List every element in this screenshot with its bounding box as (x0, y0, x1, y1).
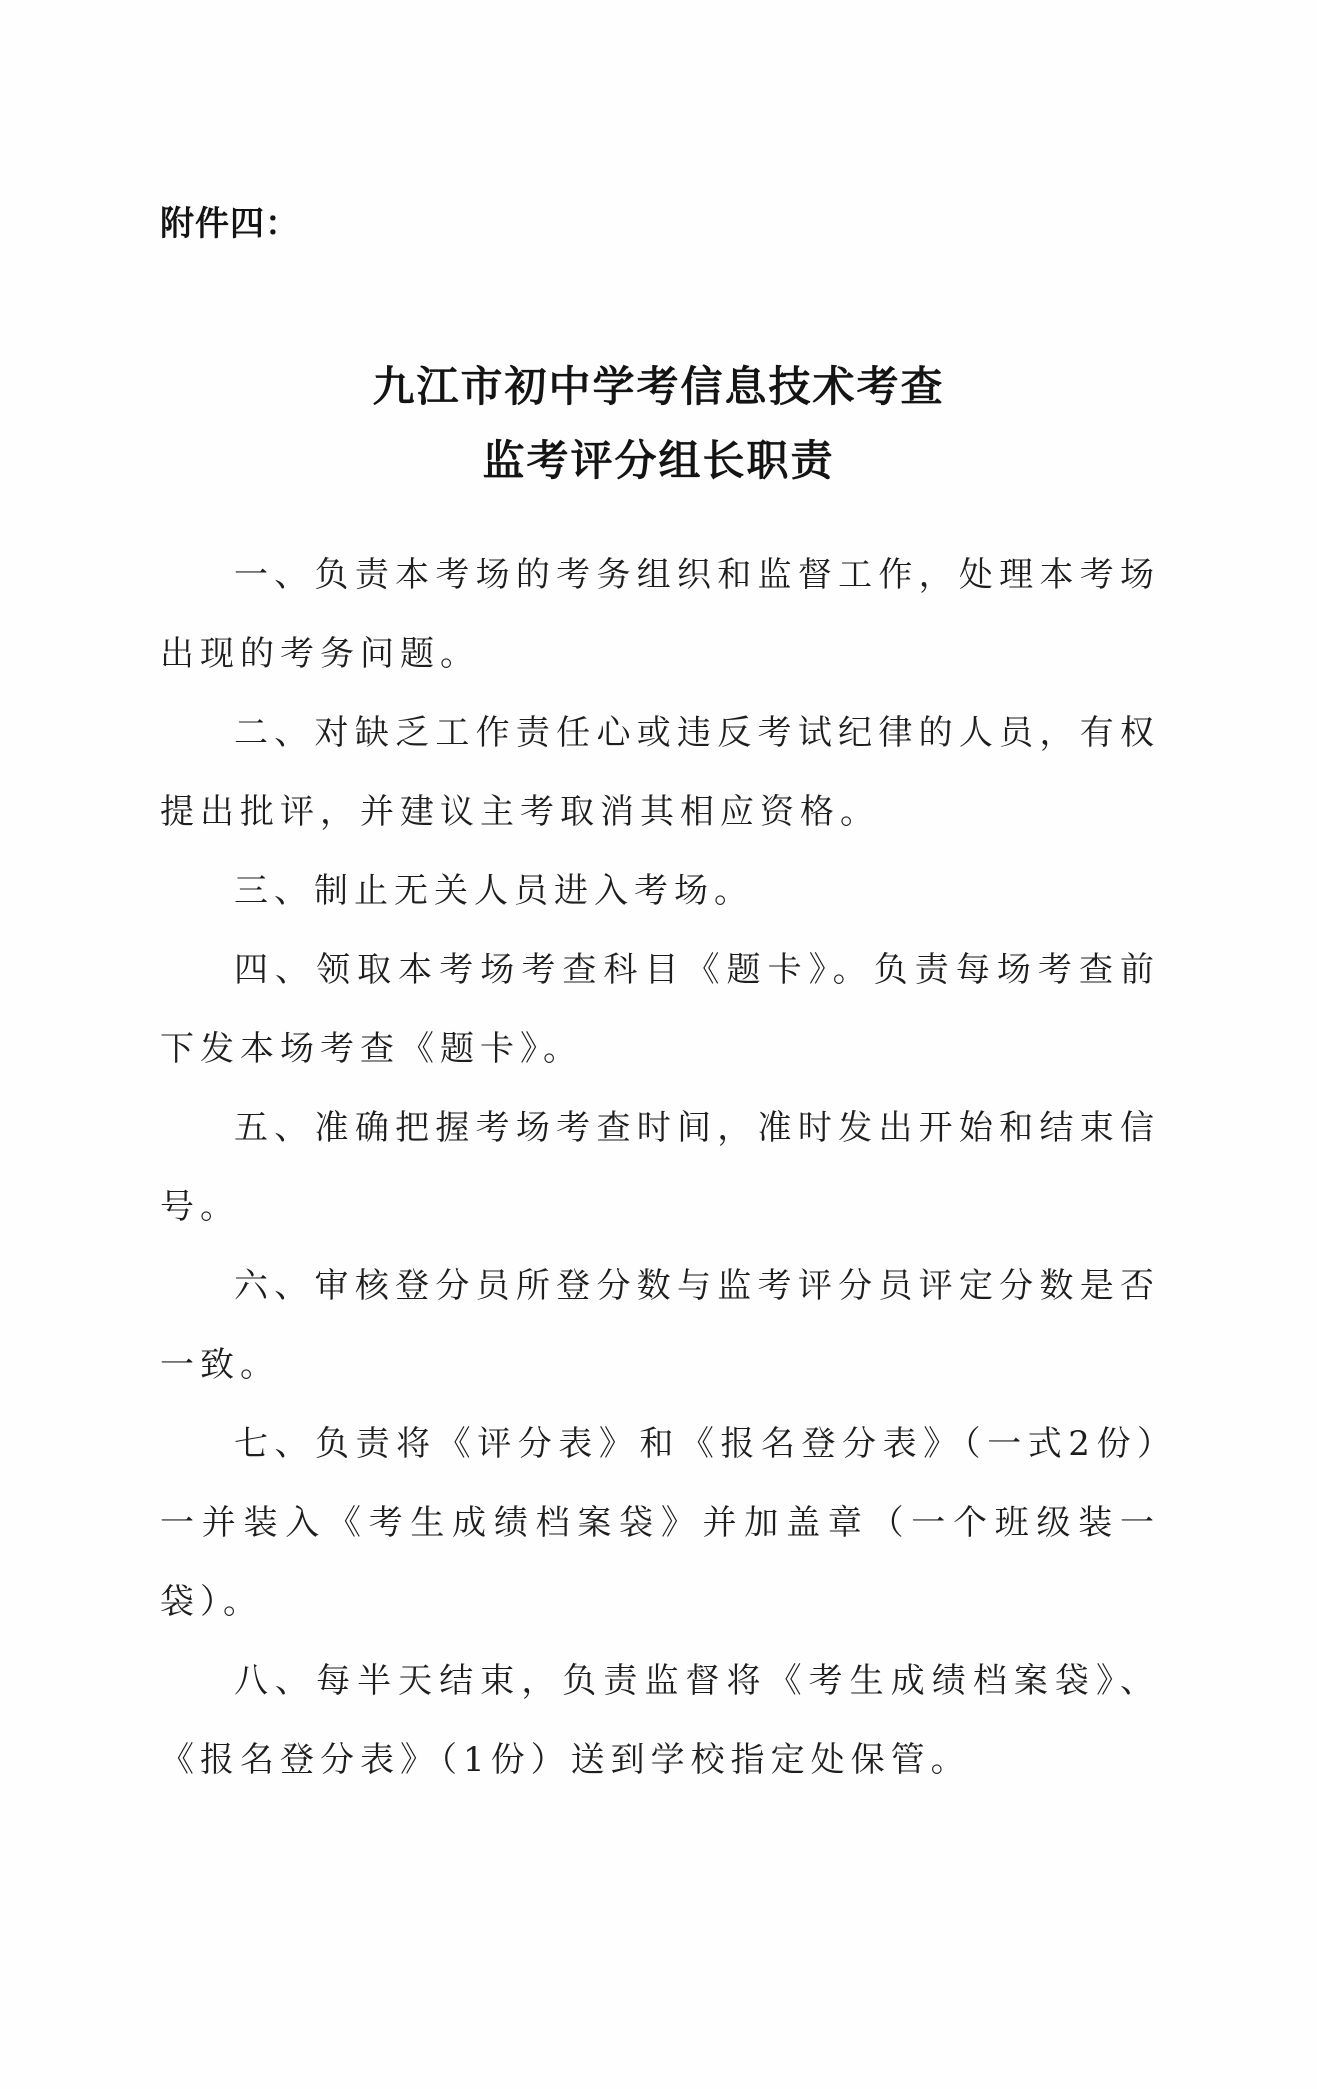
paragraph-5: 五、准确把握考场考查时间，准时发出开始和结束信号。 (160, 1108, 1160, 1227)
paragraph-8: 八、每半天结束，负责监督将《考生成绩档案袋》、《报名登分表》（1份）送到学校指定处保管。 (160, 1661, 1160, 1780)
document-body (160, 536, 1160, 1800)
document-title (0, 350, 1317, 498)
paragraph-3: 三、制止无关人员进入考场。 (234, 871, 754, 911)
title-line-2: 监考评分组长职责 (482, 436, 835, 485)
paragraph-1: 一、负责本考场的考务组织和监督工作，处理本考场出现的考务问题。 (160, 555, 1160, 674)
paragraph-4: 四、领取本考场考查科目《题卡》。负责每场考查前下发本场考查《题卡》。 (160, 950, 1160, 1069)
paragraph-6: 六、审核登分员所登分数与监考评分员评定分数是否一致。 (160, 1266, 1160, 1385)
paragraph-7: 七、负责将《评分表》和《报名登分表》（一式2份）一并装入《考生成绩档案袋》并加盖章（一个班级装一袋）。 (160, 1424, 1160, 1622)
paragraph-2: 二、对缺乏工作责任心或违反考试纪律的人员，有权提出批评，并建议主考取消其相应资格。 (160, 713, 1160, 832)
attachment-label: 附件四： (160, 204, 300, 244)
title-line-1: 九江市初中学考信息技术考查 (372, 362, 945, 411)
